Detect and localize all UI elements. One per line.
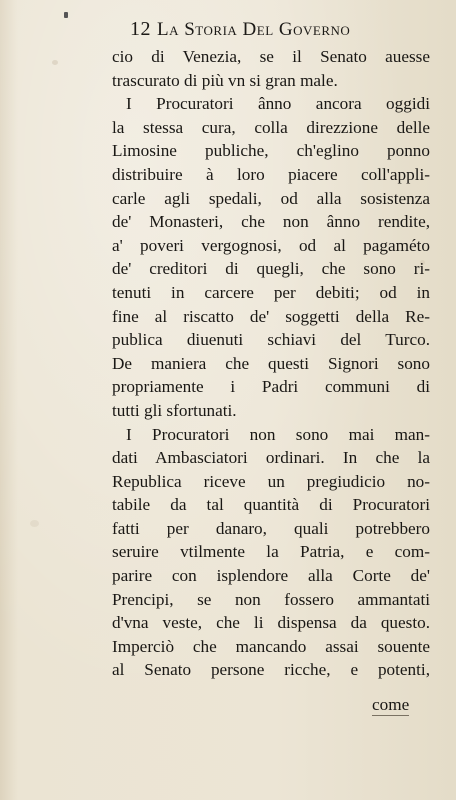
text-line: De maniera che questi Signori sono <box>112 353 430 373</box>
page-number: 12 <box>130 18 151 40</box>
text-line: al Senato persone ricche, e potenti, <box>112 660 430 680</box>
text-line: tutti gli sfortunati. <box>112 400 237 420</box>
text-line: tabile da tal quantità di Procuratori <box>112 495 430 515</box>
running-title: La Storia Del Governo <box>157 19 351 40</box>
text-line: Prencipi, se non fossero ammantati <box>112 589 430 609</box>
text-line: publica diuenuti schiavi del Turco. <box>112 330 430 350</box>
text-line: fine al riscatto de' soggetti della Re- <box>112 306 430 326</box>
text-line: de' Monasteri, che non ânno rendite, <box>112 212 430 232</box>
text-line: la stessa cura, colla direzzione delle <box>112 117 430 137</box>
text-line: dati Ambasciatori ordinari. In che la <box>112 448 430 468</box>
text-line: cio di Venezia, se il Senato auesse <box>112 47 430 66</box>
text-line: Imperciò che mancando assai souente <box>112 636 430 656</box>
text-line: fatti per danaro, quali potrebbero <box>112 518 430 538</box>
ink-mark <box>64 12 68 18</box>
paper-stain <box>52 60 58 65</box>
running-header <box>130 18 440 44</box>
paper-stain <box>30 520 39 527</box>
text-line: distribuire à loro piacere coll'appli- <box>112 164 430 184</box>
catchword: come <box>372 695 410 714</box>
text-line: tenuti in carcere per debiti; od in <box>112 282 430 302</box>
text-line: seruire vtilmente la Patria, e com- <box>112 542 430 562</box>
text-line: Limosine publiche, ch'eglino ponno <box>112 141 430 161</box>
text-line: propriamente i Padri communi di <box>112 377 430 397</box>
text-line: I Procuratori ânno ancora oggidi <box>126 94 430 114</box>
text-line: Republica riceve un pregiudicio no- <box>112 471 430 491</box>
text-line: d'vna veste, che li dispensa da questo. <box>112 613 430 633</box>
text-line: a' poveri vergognosi, od al pagaméto <box>112 235 430 255</box>
text-line: carle agli spedali, od alla sosistenza <box>112 188 430 208</box>
text-line: parire con isplendore alla Corte de' <box>112 566 430 586</box>
text-line: trascurato di più vn si gran male. <box>112 70 338 90</box>
body-text <box>112 45 430 682</box>
text-line: I Procuratori non sono mai man- <box>126 424 430 444</box>
text-line: de' creditori di quegli, che sono ri- <box>112 259 430 279</box>
